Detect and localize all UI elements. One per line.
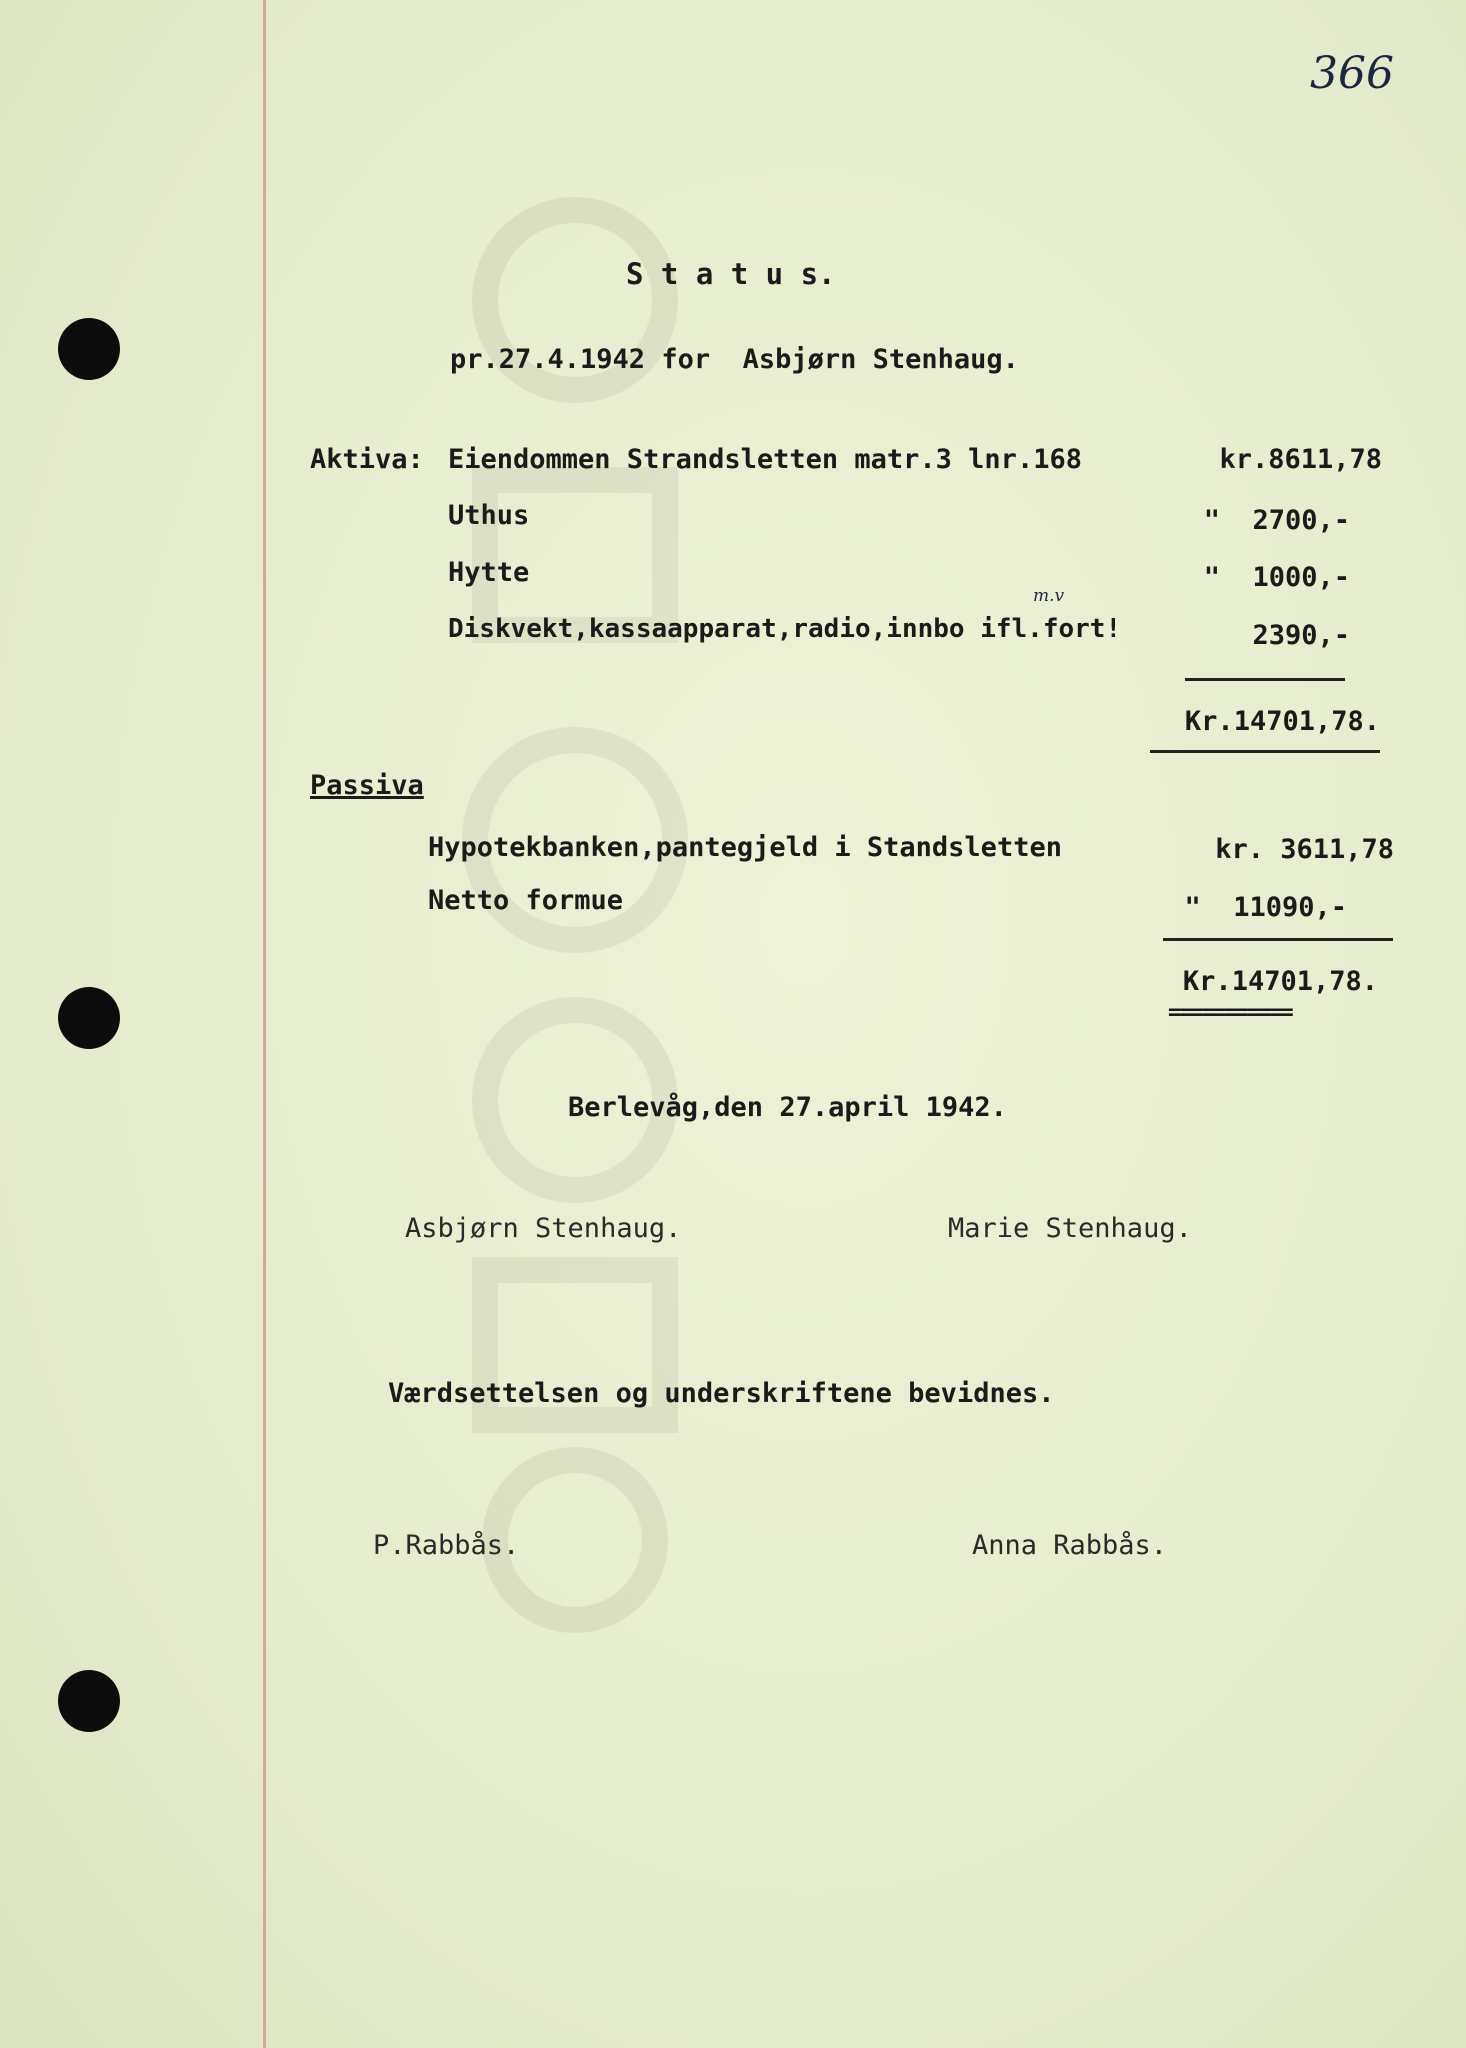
- margin-line: [263, 0, 266, 2048]
- signature: Asbjørn Stenhaug.: [405, 1213, 682, 1244]
- aktiva-item-text: Uthus: [448, 500, 530, 531]
- punch-hole: [58, 1670, 120, 1732]
- page-number: 366: [1310, 48, 1394, 99]
- aktiva-item-text: Diskvekt,kassaapparat,radio,innbo ifl.fort!: [448, 614, 1122, 644]
- aktiva-total: Kr.14701,78.: [1184, 706, 1380, 737]
- place-date: Berlevåg,den 27.april 1942.: [568, 1092, 1007, 1123]
- passiva-label: Passiva: [310, 770, 424, 801]
- document-title: S t a t u s.: [626, 257, 836, 291]
- subtotal-rule: [1163, 938, 1393, 941]
- witness-signature: P.Rabbås.: [373, 1530, 520, 1561]
- aktiva-item-amount: " 2700,-: [1203, 505, 1350, 536]
- passiva-item-amount: kr. 3611,78: [1215, 834, 1394, 865]
- signature: Marie Stenhaug.: [948, 1213, 1192, 1244]
- aktiva-item-amount: kr.8611,78: [1219, 444, 1382, 475]
- aktiva-item-amount: 2390,-: [1252, 620, 1350, 651]
- total-rule: [1150, 750, 1380, 753]
- aktiva-label: Aktiva:: [310, 444, 424, 475]
- passiva-total: Kr.14701,78.: [1182, 966, 1378, 997]
- punch-hole: [58, 318, 120, 380]
- aktiva-item-text: Hytte: [448, 557, 530, 588]
- handwritten-insertion: m.v: [1033, 586, 1065, 606]
- subtotal-rule: [1185, 678, 1345, 681]
- aktiva-item-text: Eiendommen Strandsletten matr.3 lnr.168: [448, 444, 1082, 475]
- double-underline: ===========: [1168, 1000, 1292, 1025]
- aktiva-item-amount: " 1000,-: [1203, 562, 1350, 593]
- passiva-item-text: Netto formue: [428, 885, 624, 916]
- passiva-item-text: Hypotekbanken,pantegjeld i Standsletten: [428, 832, 1062, 863]
- attestation-text: Værdsettelsen og underskriftene bevidnes.: [388, 1378, 1055, 1409]
- document-subtitle: pr.27.4.1942 for Asbjørn Stenhaug.: [450, 344, 1019, 375]
- passiva-item-amount: " 11090,-: [1184, 892, 1347, 923]
- witness-signature: Anna Rabbås.: [972, 1530, 1168, 1561]
- punch-hole: [58, 987, 120, 1049]
